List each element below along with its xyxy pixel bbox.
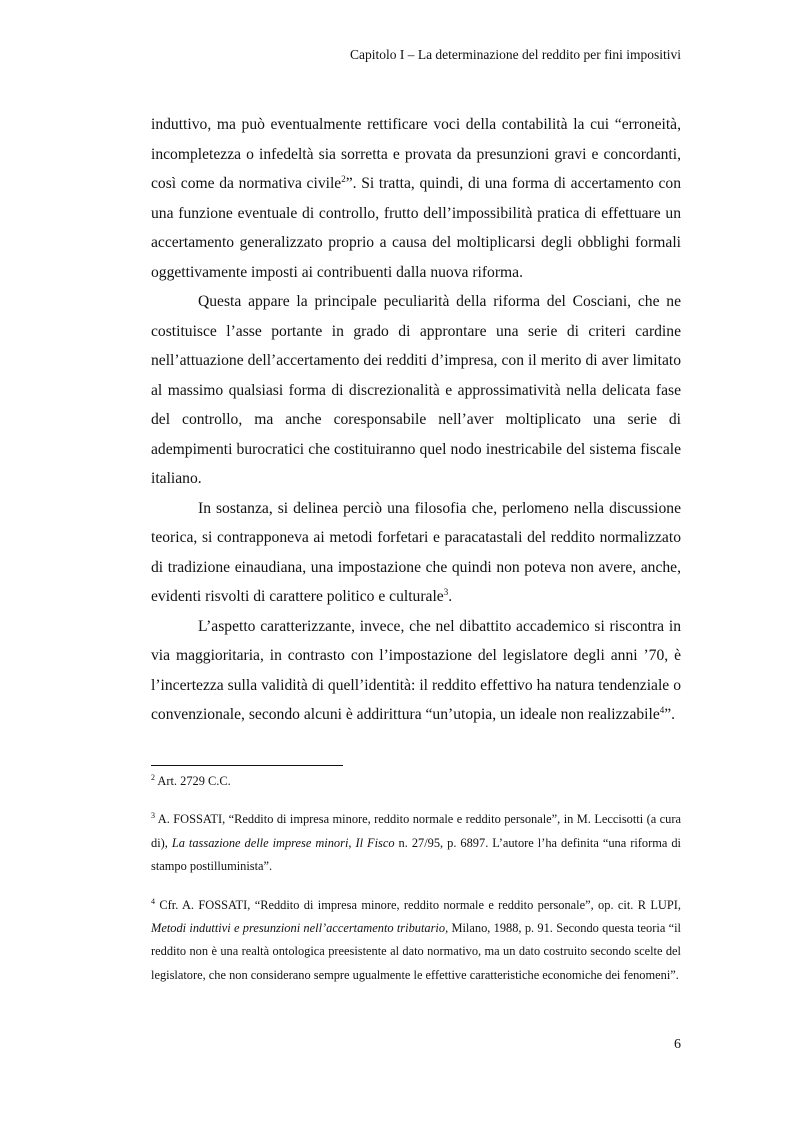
- text-run: A. FOSSATI, “Reddito di impresa minore, reddito normale e reddito personale”, in M. Leccisotti (a cura di),: [151, 812, 681, 850]
- paragraph: [151, 494, 681, 612]
- text-run: n. 27/95, p. 6897. L’autore l’ha definita “una riforma di stampo postilluminista”.: [151, 835, 681, 874]
- page-number: 6: [674, 1037, 681, 1052]
- footnote-reference: 3: [443, 587, 449, 597]
- text-run: ,: [348, 835, 356, 850]
- text-run: Questa appare la principale peculiarità della riforma del Cosciani, che ne costituisce l’asse portante in grado di approntare una serie di criteri cardine nell’attuazione dell’accertamento dei redditi d’impresa, con il merito di aver limitato al massimo qualsiasi forma di discrezionalità e approssimatività nella delicata fase del controllo, ma anche coresponsabile nell’aver moltiplicato una serie di adempimenti burocratici che costituiranno quel nodo inestricabile del sistema fiscale italiano.: [151, 293, 681, 487]
- body-text: [151, 110, 681, 730]
- text-run: , Milano, 1988, p. 91. Secondo questa teoria “il reddito non è una realtà ontologica preesistente al dato normativo, ma un dato costruito secondo scelte del legislatore, che non considerano sempre ugualmente le effettive caratteristiche economiche dei fenomeni”.: [151, 921, 681, 982]
- italic-title: La tassazione delle imprese minori: [171, 835, 349, 850]
- text-run: ”.: [664, 706, 676, 723]
- running-header: Capitolo I – La determinazione del reddito per fini impositivi: [349, 47, 681, 62]
- text-run: induttivo, ma può eventualmente rettificare voci della contabilità la cui “erroneità, incompletezza o infedeltà sia sorretta e provata da presunzioni gravi e concordanti, così come da normativa civile: [151, 116, 681, 192]
- text-run: L’aspetto caratterizzante, invece, che nel dibattito accademico si riscontra in via maggioritaria, in contrasto con l’impostazione del legislatore degli anni ’70, è l’incertezza sulla validità di quell’identità: il reddito effettivo ha natura tendenziale o convenzionale, secondo alcuni è addirittura “un’utopia, un ideale non realizzabile: [151, 617, 681, 723]
- text-run: In sostanza, si delinea perciò una filosofia che, perlomeno nella discussione teorica, si contrapponeva ai metodi forfetari e paracatastali del reddito normalizzato di tradizione einaudiana, una impostazione che quindi non poteva non avere, anche, evidenti risvolti di carattere politico e culturale: [151, 499, 681, 605]
- paragraph: [151, 612, 681, 730]
- text-run: .: [448, 588, 453, 605]
- paragraph: [151, 110, 681, 287]
- footnote-separator: [151, 765, 343, 766]
- text-run: Art. 2729 C.C.: [155, 774, 231, 788]
- footnote: [151, 894, 681, 988]
- footnote: [151, 770, 681, 793]
- footnote-reference: 2: [341, 174, 346, 184]
- text-run: Cfr. A. FOSSATI, “Reddito di impresa minore, reddito normale e reddito personale”, op. cit. R LUPI,: [155, 897, 681, 912]
- footnote-number: 4: [151, 896, 155, 906]
- footnote-number: 2: [151, 773, 155, 782]
- footnote: [151, 808, 681, 878]
- italic-title: Metodi induttivi e presunzioni nell’accertamento tributario: [151, 921, 446, 936]
- paragraph: [151, 287, 681, 494]
- footnote-reference: 4: [659, 705, 665, 715]
- text-run: ”. Si tratta, quindi, di una forma di accertamento con una funzione eventuale di controllo, frutto dell’impossibilità pratica di effettuare un accertamento generalizzato proprio a causa del moltiplicarsi degli obblighi formali oggettivamente imposti ai contribuenti dalla nuova riforma.: [151, 175, 681, 281]
- footnotes: [151, 770, 681, 1002]
- footnote-number: 3: [151, 811, 155, 821]
- italic-title: Il Fisco: [355, 835, 395, 850]
